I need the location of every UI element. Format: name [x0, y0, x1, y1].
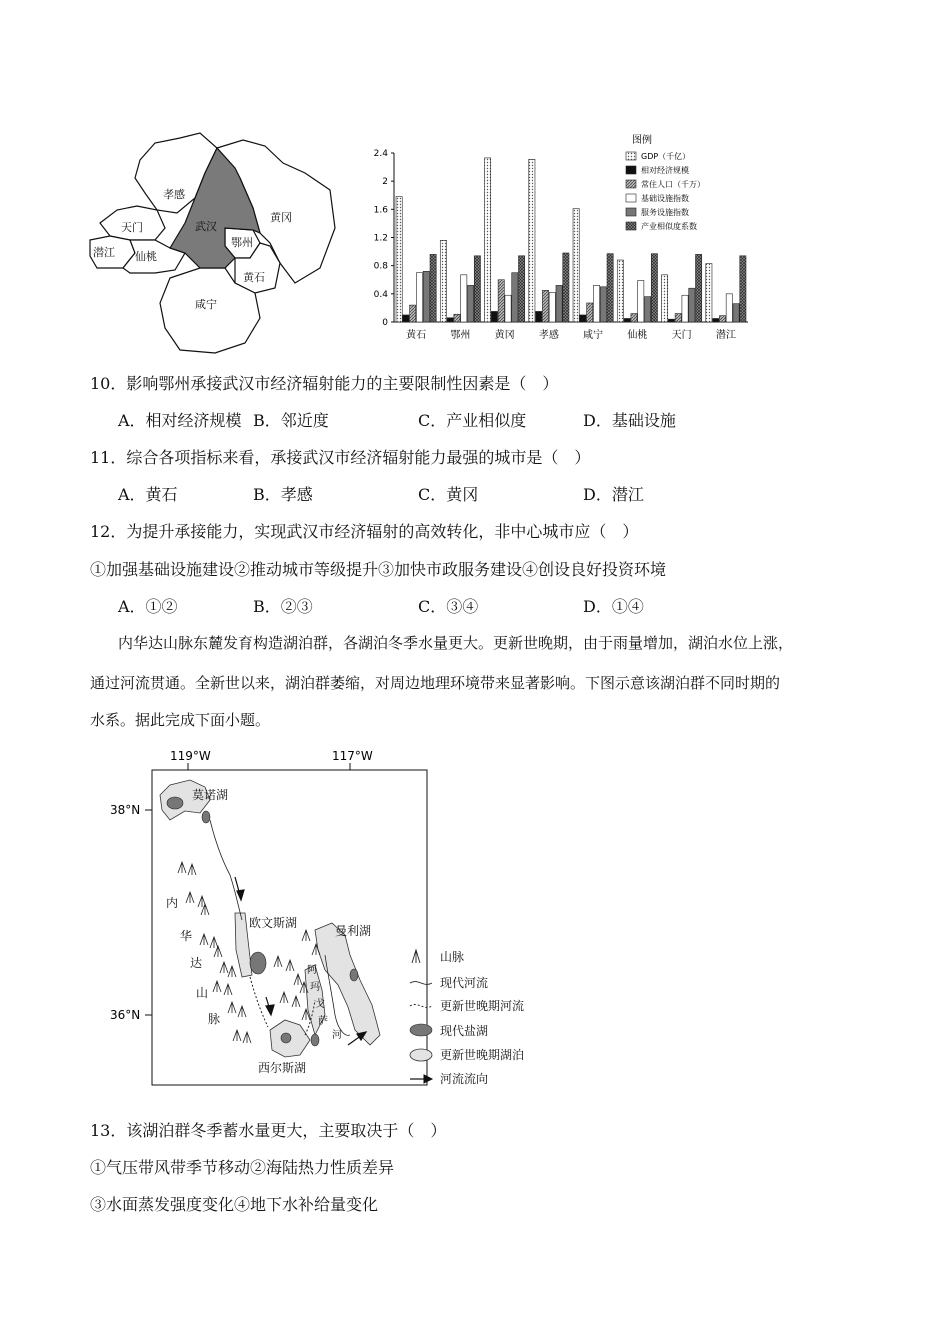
chart-bar: [696, 254, 702, 322]
chart-legend-swatch: [626, 208, 636, 216]
question-13-items-line-1: ①气压带风带季节移动②海陆热力性质差异: [90, 1158, 395, 1177]
modern-salt-lake-adobe: [202, 811, 210, 823]
chart-bar: [662, 275, 668, 322]
legend-label-pleistocene-lake: 更新世晚期湖泊: [440, 1048, 525, 1062]
chart-bar: [556, 285, 562, 322]
chart-bar: [617, 260, 623, 322]
chart-bar: [713, 318, 719, 322]
label-huangshi: 黄石: [243, 271, 265, 284]
label-manly-lake: 曼利湖: [335, 924, 372, 938]
chart-bar: [423, 271, 429, 322]
chart-legend-swatch: [626, 166, 636, 174]
label-river-char-5: 河: [332, 1030, 342, 1041]
chart-bar: [587, 303, 593, 322]
label-searles-lake: 西尔斯湖: [258, 1061, 307, 1075]
chart-legend-label: 相对经济规模: [641, 166, 689, 175]
chart-legend-label: 常住人口（千万）: [641, 180, 705, 189]
question-12-stem: 12．为提升承接能力，实现武汉市经济辐射的高效转化，非中心城市应（ ）: [90, 522, 639, 541]
chart-bar: [689, 288, 695, 322]
question-10-stem: 10．影响鄂州承接武汉市经济辐射能力的主要限制性因素是（ ）: [90, 374, 559, 393]
chart-bar: [505, 295, 511, 322]
chart-bar: [631, 314, 637, 322]
chart-bar: [529, 159, 535, 322]
chart-bar: [498, 280, 504, 322]
passage-line-2: 通过河流贯通。全新世以来，湖泊群萎缩，对周边地理环境带来显著影响。下图示意该湖泊群不同时期的: [90, 674, 781, 692]
chart-bar: [536, 311, 542, 322]
modern-salt-lake-manly: [350, 969, 358, 981]
label-ezhou: 鄂州: [231, 236, 253, 249]
q10-option-d[interactable]: D．基础设施: [583, 411, 676, 430]
chart-bar: [447, 318, 453, 322]
chart-x-tick-label: 仙桃: [627, 330, 648, 341]
chart-x-tick-label: 天门: [671, 330, 692, 341]
question-13-items-line-2: ③水面蒸发强度变化④地下水补给量变化: [90, 1195, 379, 1214]
q11-option-d[interactable]: D．潜江: [583, 485, 644, 504]
label-xiantao: 仙桃: [135, 250, 157, 263]
lon-119w: 119°W: [170, 749, 211, 763]
label-wuhan: 武汉: [195, 220, 217, 233]
chart-bar: [607, 254, 613, 322]
label-range-char-4: 山: [196, 986, 209, 1000]
modern-salt-lake-mono: [167, 797, 183, 809]
label-range-char-1: 内: [166, 896, 179, 910]
chart-x-tick-label: 黄冈: [494, 330, 515, 341]
chart-bar: [563, 253, 569, 322]
chart-bar: [600, 287, 606, 322]
chart-bar: [396, 197, 402, 322]
chart-bar: [675, 314, 681, 322]
chart-bar: [651, 254, 657, 322]
legend-label-mountain: 山脉: [440, 950, 465, 964]
legend-modern-salt-lake-icon: [410, 1024, 432, 1036]
chart-legend-swatch: [626, 222, 636, 230]
label-xiaogan: 孝感: [163, 188, 185, 201]
question-13-stem: 13．该湖泊群冬季蓄水量更大，主要取决于（ ）: [90, 1121, 447, 1140]
chart-bar: [519, 256, 525, 322]
q11-option-a[interactable]: A．黄石: [118, 485, 178, 504]
chart-bar: [485, 158, 491, 322]
label-xianning: 咸宁: [195, 298, 217, 311]
label-river-char-4: 萨: [318, 1016, 328, 1027]
chart-y-tick-label: 2.4: [373, 149, 388, 159]
label-range-char-3: 达: [190, 956, 203, 970]
chart-bar: [461, 275, 467, 322]
lat-38n: 38°N: [110, 803, 141, 817]
chart-x-tick-label: 孝感: [538, 330, 559, 341]
chart-bar: [467, 285, 473, 322]
modern-salt-lake-searles: [281, 1033, 291, 1043]
chart-bar: [474, 256, 480, 322]
label-river-char-2: 玛: [310, 982, 320, 993]
chart-x-tick-label: 咸宁: [583, 330, 604, 341]
chart-legend-label: 基础设施指数: [641, 194, 689, 203]
chart-x-tick-label: 黄石: [406, 330, 427, 341]
label-mono-lake: 莫诺湖: [192, 788, 229, 802]
legend-pleistocene-lake-icon: [410, 1049, 432, 1061]
chart-y-tick-label: 1.6: [373, 205, 388, 216]
chart-bar: [706, 264, 712, 322]
chart-bar: [593, 285, 599, 322]
chart-bar: [542, 290, 548, 322]
q10-option-a[interactable]: A．相对经济规模: [118, 411, 242, 430]
chart-y-tick-label: 0: [382, 318, 388, 328]
q11-option-b[interactable]: B．孝感: [253, 485, 313, 504]
chart-bar: [416, 273, 422, 322]
q12-option-d[interactable]: D．①④: [583, 597, 644, 616]
chart-legend-title: 图例: [632, 135, 652, 146]
chart-bar: [403, 315, 409, 322]
chart-bar: [573, 209, 579, 322]
chart-bar: [668, 319, 674, 322]
chart-bar: [430, 254, 436, 322]
chart-bar: [454, 314, 460, 322]
chart-bar: [719, 316, 725, 322]
chart-bar: [440, 240, 446, 322]
legend-label-flow-direction: 河流流向: [440, 1072, 489, 1086]
passage-line-1: 内华达山脉东麓发育构造湖泊群，各湖泊冬季水量更大。更新世晚期，由于雨量增加，湖泊水位上涨，: [118, 634, 794, 652]
q12-option-b[interactable]: B．②③: [253, 597, 313, 616]
chart-bar: [733, 304, 739, 322]
q10-option-b[interactable]: B．邻近度: [253, 411, 329, 430]
legend-label-modern-river: 现代河流: [440, 976, 489, 990]
chart-bar: [644, 297, 650, 322]
label-huanggang: 黄冈: [270, 211, 292, 224]
q12-option-a[interactable]: A．①②: [118, 597, 178, 616]
lake-system-map: [110, 745, 550, 1090]
chart-x-tick-label: 潜江: [715, 330, 736, 341]
chart-bar: [580, 315, 586, 322]
chart-y-tick-label: 1.2: [373, 233, 388, 244]
label-river-char-1: 阿: [307, 965, 317, 976]
chart-legend-label: 服务设施指数: [641, 208, 689, 217]
legend-label-pleistocene-river: 更新世晚期河流: [440, 999, 525, 1013]
wuhan-region-map: [85, 118, 345, 358]
question-11-stem: 11．综合各项指标来看，承接武汉市经济辐射能力最强的城市是（ ）: [90, 448, 591, 467]
chart-bar: [740, 256, 746, 322]
chart-legend-label: 产业相似度系数: [641, 222, 697, 231]
question-12-items: ①加强基础设施建设②推动城市等级提升③加快市政服务建设④创设良好投资环境: [90, 560, 667, 579]
chart-y-tick-label: 0.8: [373, 261, 388, 272]
chart-bar: [726, 294, 732, 322]
chart-bar: [682, 295, 688, 322]
lon-117w: 117°W: [332, 749, 373, 763]
label-tianmen: 天门: [121, 221, 143, 234]
legend-label-modern-salt-lake: 现代盐湖: [440, 1024, 489, 1038]
chart-legend-swatch: [626, 194, 636, 202]
label-owens-lake: 欧文斯湖: [249, 916, 298, 930]
city-indicator-bar-chart: [360, 128, 760, 348]
chart-y-tick-label: 0.4: [373, 289, 388, 300]
chart-y-tick-label: 2: [382, 177, 388, 188]
label-range-char-5: 脉: [208, 1012, 221, 1026]
chart-bar: [624, 318, 630, 322]
chart-legend-swatch: [626, 152, 636, 160]
lat-36n: 36°N: [110, 1008, 141, 1022]
q11-option-c[interactable]: C．黄冈: [418, 485, 479, 504]
chart-bar: [491, 311, 497, 322]
chart-legend-label: GDP（千亿）: [641, 152, 691, 161]
passage-line-3: 水系。据此完成下面小题。: [90, 711, 271, 729]
modern-salt-lake-owens: [250, 952, 266, 974]
chart-bar: [638, 280, 644, 322]
q12-option-c[interactable]: C．③④: [418, 597, 479, 616]
label-river-char-3: 戈: [315, 999, 325, 1010]
chart-legend-swatch: [626, 180, 636, 188]
chart-x-tick-label: 鄂州: [450, 330, 471, 341]
q10-option-c[interactable]: C．产业相似度: [418, 411, 527, 430]
chart-bar: [512, 273, 518, 322]
modern-salt-lake-panamint: [311, 1034, 319, 1046]
chart-bar: [549, 292, 555, 322]
label-qianjiang: 潜江: [93, 246, 115, 259]
label-range-char-2: 华: [180, 929, 193, 943]
chart-bar: [410, 305, 416, 322]
